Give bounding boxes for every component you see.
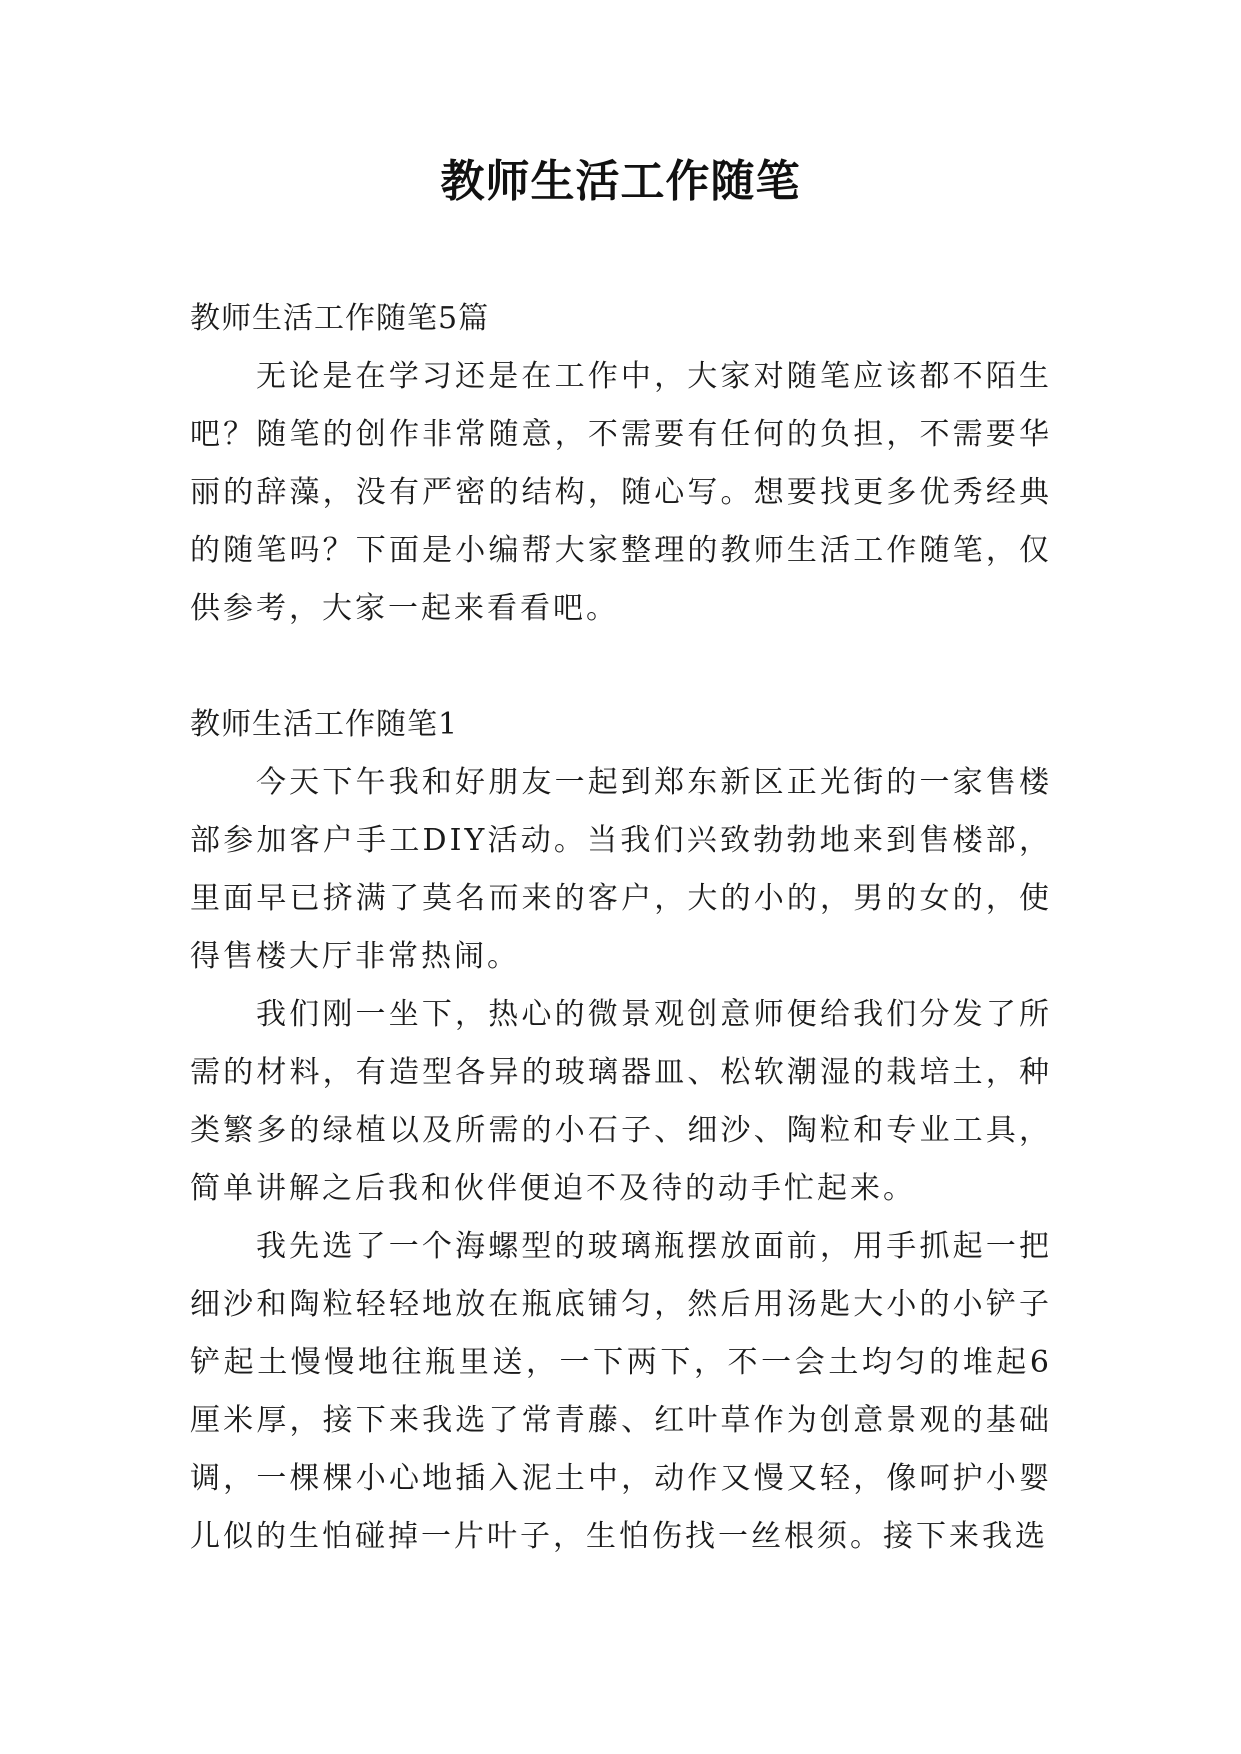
section1-paragraph-3: 我先选了一个海螺型的玻璃瓶摆放面前，用手抓起一把细沙和陶粒轻轻地放在瓶底铺匀，然后用汤匙大小的小铲子铲起土慢慢地往瓶里送，一下两下，不一会土均匀的堆起6厘米厚，接下来我选了常青藤、红叶草作为创意景观的基础调，一棵棵小心地插入泥土中，动作又慢又轻，像呵护小婴儿似的生怕碰掉一片叶子，生怕伤找一丝根须。接下来我选 xyxy=(190,1229,1052,1554)
document-body xyxy=(190,290,1052,1566)
section1-paragraph-1: 今天下午我和好朋友一起到郑东新区正光街的一家售楼部参加客户手工DIY活动。当我们兴致勃勃地来到售楼部，里面早已挤满了莫名而来的客户，大的小的，男的女的，使得售楼大厅非常热闹。 xyxy=(190,765,1052,974)
section1-paragraph-2: 我们刚一坐下，热心的微景观创意师便给我们分发了所需的材料，有造型各异的玻璃器皿、松软潮湿的栽培土，种类繁多的绿植以及所需的小石子、细沙、陶粒和专业工具，简单讲解之后我和伙伴便迫不及待的动手忙起来。 xyxy=(190,997,1052,1206)
intro-paragraph: 无论是在学习还是在工作中，大家对随笔应该都不陌生吧？随笔的创作非常随意，不需要有任何的负担，不需要华丽的辞藻，没有严密的结构，随心写。想要找更多优秀经典的随笔吗？下面是小编帮大家整理的教师生活工作随笔，仅供参考，大家一起来看看吧。 xyxy=(190,359,1052,626)
intro-heading: 教师生活工作随笔5篇 xyxy=(190,301,490,336)
document-title: 教师生活工作随笔 xyxy=(440,156,801,207)
section1-heading: 教师生活工作随笔1 xyxy=(190,707,459,742)
section-spacer xyxy=(190,638,1052,696)
